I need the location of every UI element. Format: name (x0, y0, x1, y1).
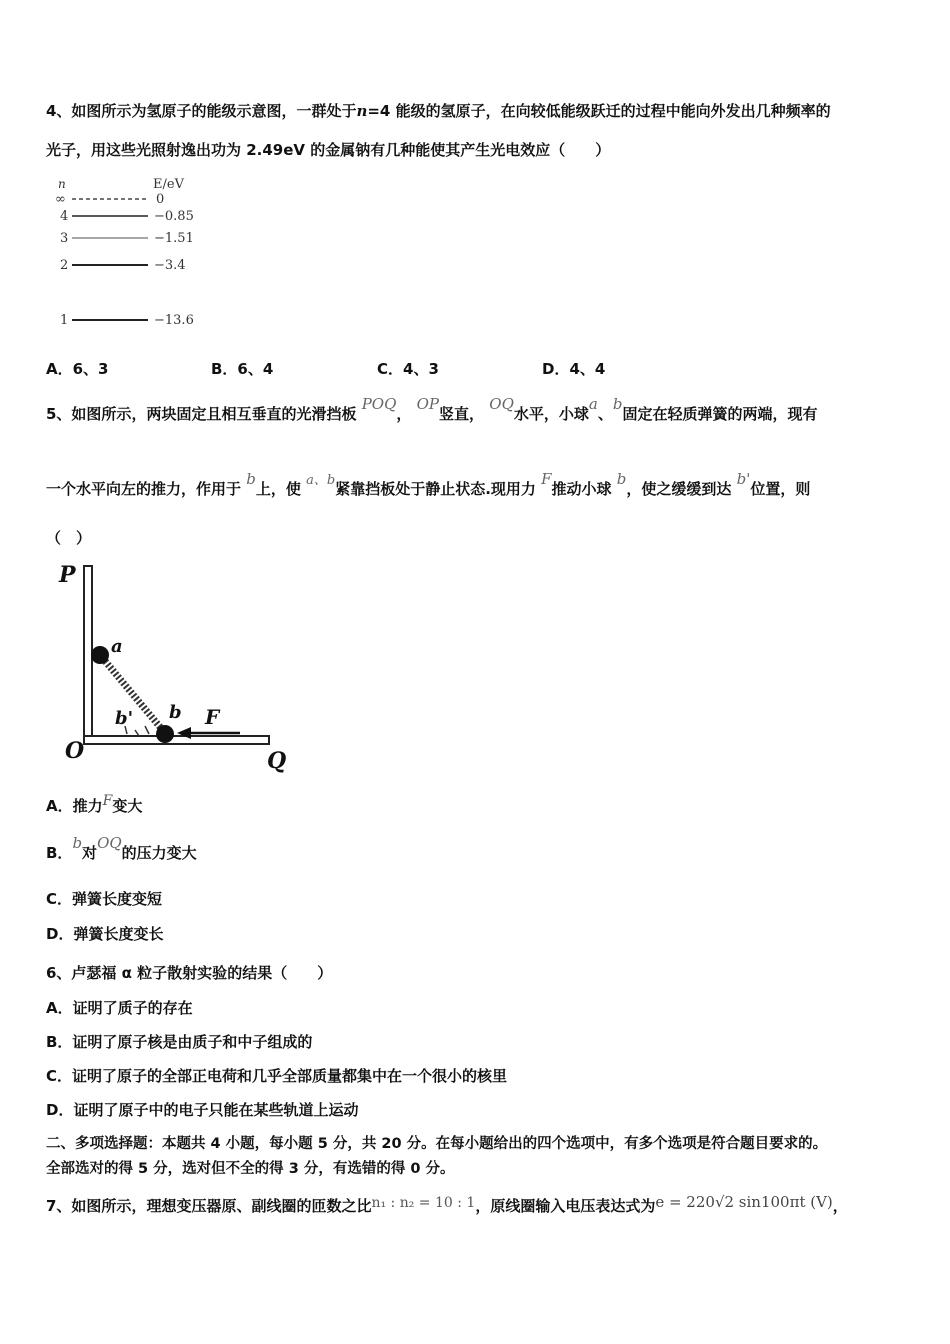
q5-option-b: B．b对OQ的压力变大 (46, 834, 197, 862)
math-op: OP (416, 395, 440, 413)
q5-stem-line3: （ ） (46, 529, 92, 547)
q5-option-c: C．弹簧长度变短 (46, 890, 163, 908)
math-oq: OQ (97, 834, 122, 852)
math-oq: OQ (489, 395, 514, 413)
q7-stem: 7、如图所示，理想变压器原、副线圈的匝数之比n₁ : n₂ = 10 : 1，原线圈输入电压表达式为e = 220√2 sin100πt (V)， (46, 1193, 848, 1215)
q4-option-a: A．6、3 (46, 360, 109, 378)
section2-line2: 全部选对的得 5 分，选对但不全的得 3 分，有选错的得 0 分。 (46, 1161, 455, 1177)
label-b-prime: b' (115, 708, 134, 729)
q5-stem-line1: 5、如图所示，两块固定且相互垂直的光滑挡板 POQ， OP竖直， OQ水平，小球a、b固定在轻质弹簧的两端，现有 (46, 395, 818, 423)
math-ab: a、b (306, 473, 336, 488)
math-b: b (616, 470, 627, 488)
math-b: b (612, 395, 623, 413)
ball-b (156, 725, 174, 743)
math-f: F (102, 793, 113, 809)
q4-n-symbol: n (356, 102, 368, 120)
level-n-3: 3 (60, 231, 69, 246)
math-turns-ratio: n₁ : n₂ = 10 : 1 (371, 1195, 476, 1211)
q4-option-b: B．6、4 (211, 360, 274, 378)
math-poq: POQ (361, 395, 397, 413)
plate-oq (84, 736, 269, 744)
e-axis-label: E/eV (153, 177, 184, 192)
math-voltage-expr: e = 220√2 sin100πt (V) (655, 1193, 833, 1211)
level-n-inf: ∞ (55, 192, 66, 207)
label-a: a (111, 636, 123, 657)
level-e-4: −0.85 (154, 209, 194, 224)
q6-option-c: C．证明了原子的全部正电荷和几乎全部质量都集中在一个很小的核里 (46, 1067, 508, 1085)
level-n-2: 2 (60, 258, 69, 273)
level-n-1: 1 (60, 313, 69, 328)
q5-stem-line2: 一个水平向左的推力，作用于 b上，使 a、b紧靠挡板处于静止状态.现用力 F推动小球 b，使之缓缓到达 b'位置，则 (46, 470, 811, 498)
math-b: b (246, 470, 256, 488)
q4-option-d: D．4、4 (542, 360, 606, 378)
level-e-inf: 0 (156, 192, 165, 207)
label-p: P (59, 562, 76, 588)
math-a: a (588, 395, 598, 413)
level-e-3: −1.51 (154, 231, 194, 246)
label-b: b (169, 702, 182, 723)
plate-op (84, 566, 92, 744)
level-n-4: 4 (60, 209, 69, 224)
q6-stem: 6、卢瑟福 α 粒子散射实验的结果（ ） (46, 964, 333, 982)
q4-stem-line1: 4、如图所示为氢原子的能级示意图，一群处于n=4 能级的氢原子，在向较低能级跃迁的过程中能向外发出几种频率的 (46, 102, 831, 120)
q6-option-d: D．证明了原子中的电子只能在某些轨道上运动 (46, 1101, 359, 1119)
q6-option-b: B．证明了原子核是由质子和中子组成的 (46, 1033, 313, 1051)
q5-option-a: A．推力F变大 (46, 793, 143, 815)
q5-option-d: D．弹簧长度变长 (46, 925, 164, 943)
label-q: Q (267, 748, 287, 774)
label-o: O (65, 738, 85, 764)
math-b-prime: b' (736, 470, 751, 488)
q6-option-a: A．证明了质子的存在 (46, 999, 193, 1017)
level-e-2: −3.4 (154, 258, 186, 273)
n-axis-label: n (58, 177, 66, 191)
energy-level-diagram (50, 172, 210, 332)
label-f: F (205, 705, 220, 729)
q4-option-c: C．4、3 (377, 360, 439, 378)
q4-stem-line2: 光子，用这些光照射逸出功为 2.49eV 的金属钠有几种能使其产生光电效应（ ） (46, 141, 611, 159)
level-e-1: −13.6 (154, 313, 194, 328)
section2-line1: 二、多项选择题：本题共 4 小题，每小题 5 分，共 20 分。在每小题给出的四个选项中，有多个选项是符合题目要求的。 (46, 1136, 828, 1152)
ball-a (91, 646, 109, 664)
spring-ball-figure (55, 558, 295, 778)
math-f: F (541, 470, 552, 488)
math-b: b (72, 834, 83, 852)
